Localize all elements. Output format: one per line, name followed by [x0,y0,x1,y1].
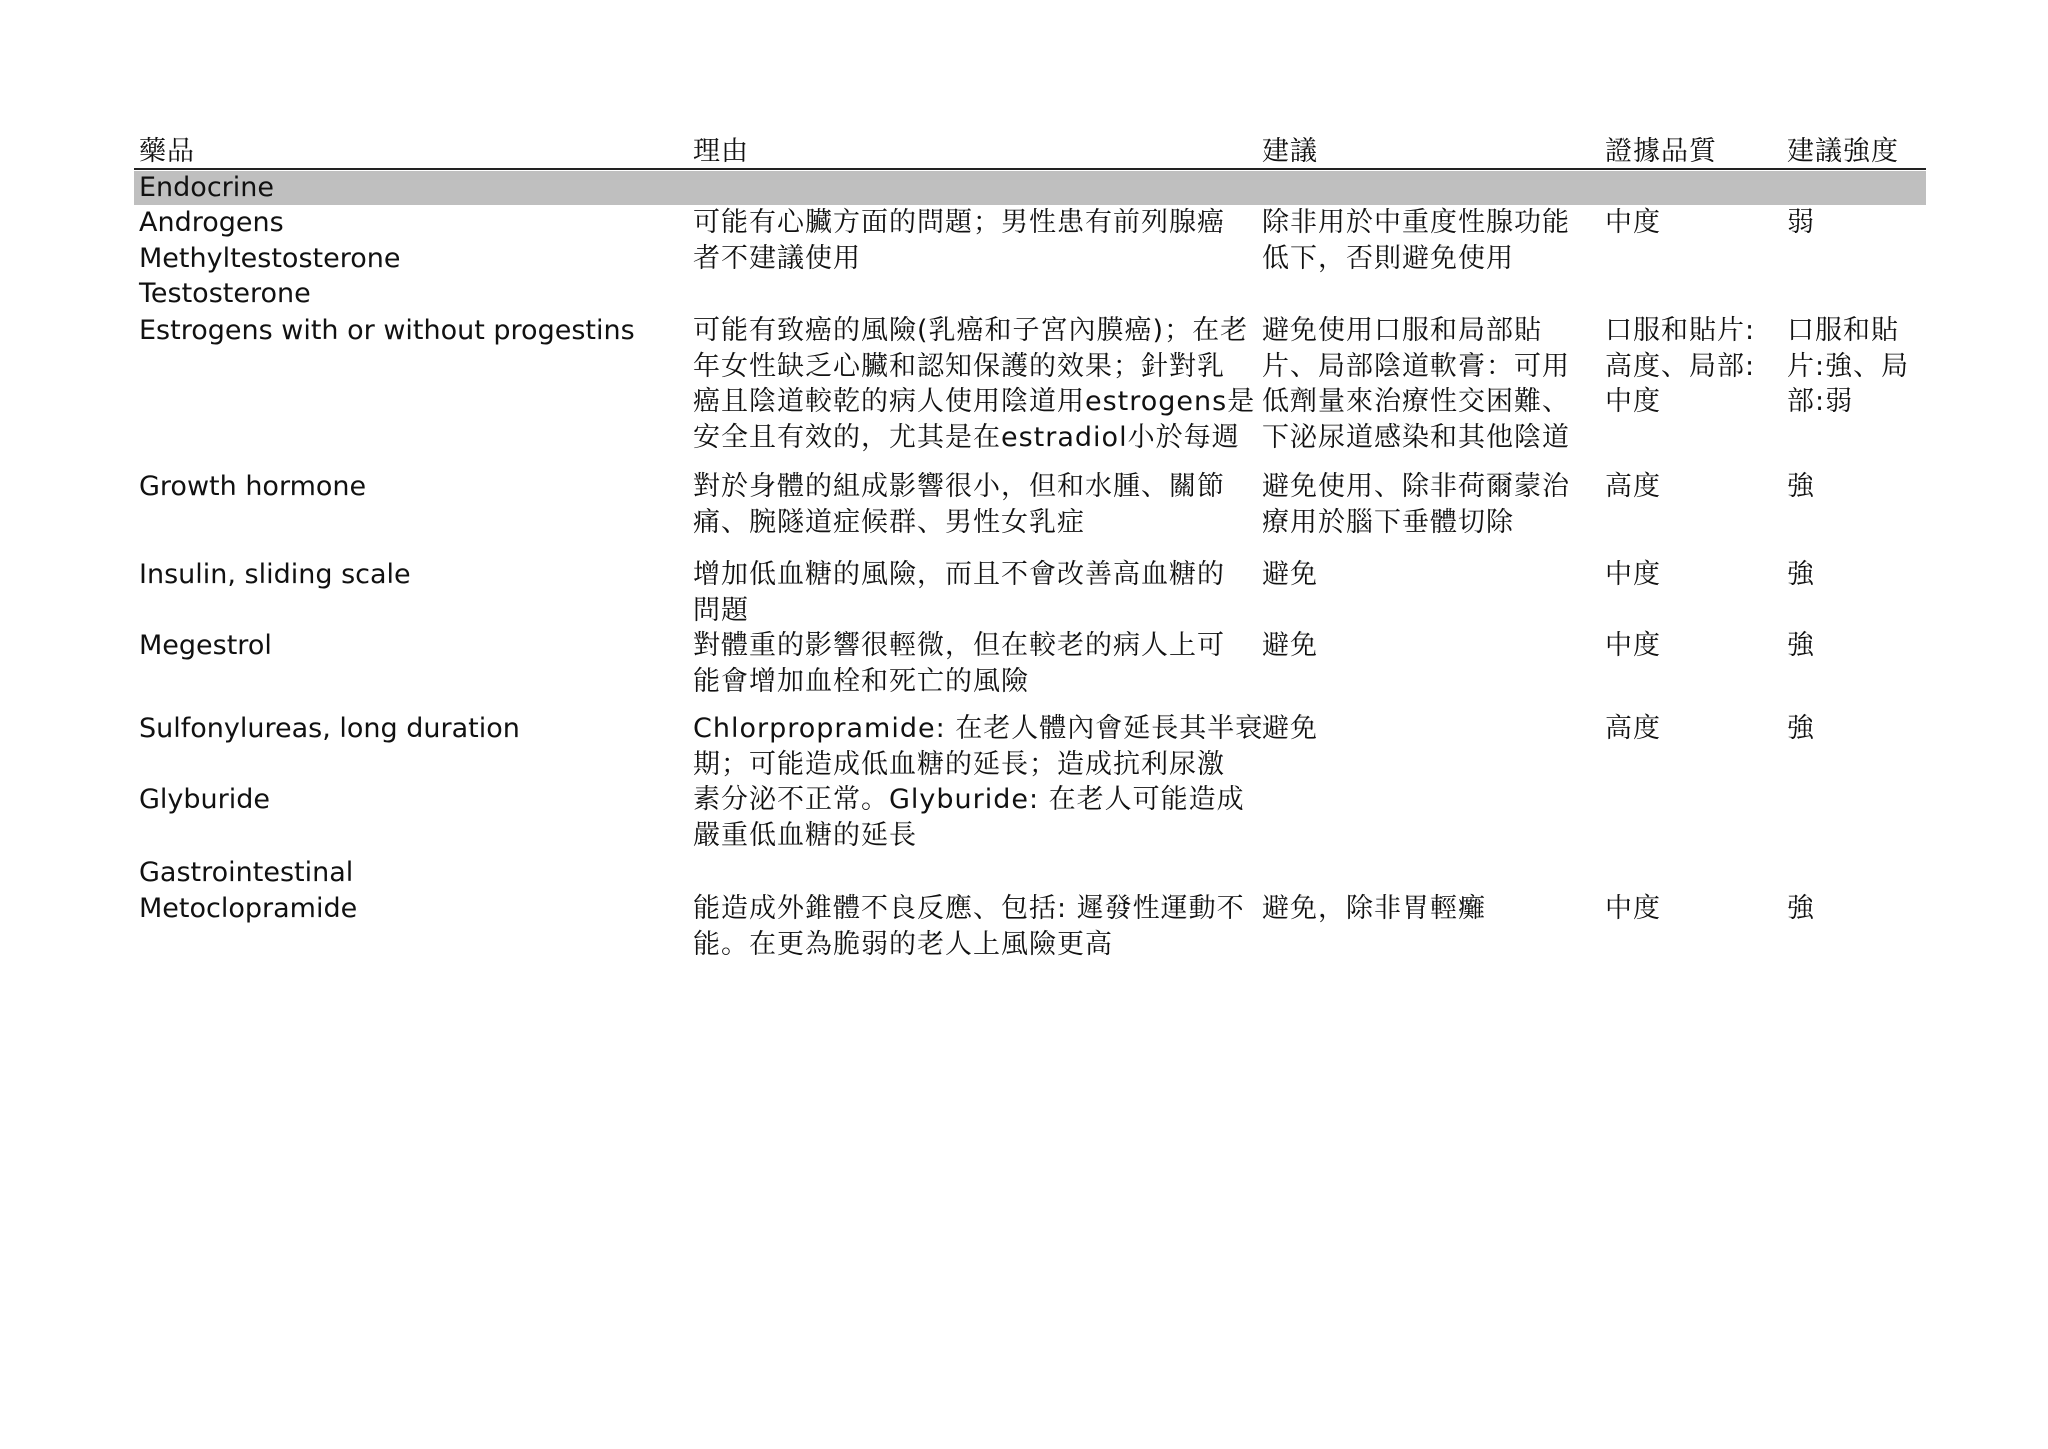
strength-line: 強 [1787,471,1815,502]
recommendation-line: 療用於腦下垂體切除 [1262,506,1514,538]
table-row-insulin-strength [1787,557,1915,593]
evidence-line: 中度 [1605,559,1661,590]
recommendation-line: 片、局部陰道軟膏：可用 [1262,350,1570,382]
reason-line: 能。在更為脆弱的老人上風險更高 [693,928,1113,960]
recommendation-line: 避免 [1262,559,1318,590]
table-row-metoclopramide-strength [1787,891,1915,927]
table-row-insulin-recommendation [1262,557,1592,593]
drug-line: Metoclopramide [139,893,358,924]
reason-line: 問題 [693,594,749,626]
drug-line: Methyltestosterone [139,242,401,274]
table-row-growth-hormone-drug [139,469,679,505]
reason-line: 增加低血糖的風險，而且不會改善高血糖的 [693,559,1225,590]
evidence-line: 中度 [1605,207,1661,238]
evidence-line: 中度 [1605,893,1661,924]
header-recommendation: 建議 [1262,136,1318,167]
table-row-androgens-reason [693,205,1258,276]
header-evidence: 證據品質 [1605,136,1717,167]
table-row-androgens-evidence [1605,205,1775,241]
evidence-line: 中度 [1605,630,1661,661]
evidence-line: 高度 [1605,471,1661,502]
evidence-line: 高度 [1605,713,1661,744]
reason-line: 能會增加血栓和死亡的風險 [693,665,1029,697]
reason-line: 癌且陰道較乾的病人使用陰道用estrogens是 [693,386,1256,417]
table-row-sulfonylureas-recommendation [1262,711,1592,747]
drug-line: Sulfonylureas, long duration [139,713,520,744]
recommendation-line: 避免 [1262,630,1318,661]
table-row-insulin-reason [693,557,1258,628]
table-row-estrogens-recommendation [1262,313,1592,459]
recommendation-line: 避免 [1262,713,1318,744]
header-reason: 理由 [693,136,749,167]
table-row-metoclopramide-evidence [1605,891,1775,927]
table-row-growth-hormone-reason [693,469,1258,540]
table-row-insulin-evidence [1605,557,1775,593]
reason-line: 對體重的影響很輕微，但在較老的病人上可 [693,630,1225,661]
strength-line: 片:強、局 [1787,350,1910,382]
reason-line: 能造成外錐體不良反應、包括: 遲發性運動不 [693,893,1245,924]
strength-line: 強 [1787,893,1815,924]
table-row-insulin-drug [139,557,679,593]
recommendation-line: 避免使用、除非荷爾蒙治 [1262,471,1570,502]
drug-line: Estrogens with or without progestins [139,315,635,346]
table-row-androgens-drug [139,205,679,312]
strength-line: 強 [1787,713,1815,744]
reason-line: 安全且有效的，尤其是在estradiol小於每週 [693,421,1240,453]
section-label-gastrointestinal: Gastrointestinal [139,857,354,888]
strength-line: 弱 [1787,207,1815,238]
table-row-metoclopramide-reason [693,891,1258,962]
reason-line: 年女性缺乏心臟和認知保護的效果；針對乳 [693,350,1225,382]
drug-line-spacer [139,747,679,783]
strength-line: 強 [1787,559,1815,590]
table-row-megestrol-drug [139,628,679,664]
recommendation-line: 除非用於中重度性腺功能 [1262,207,1570,238]
evidence-line: 中度 [1605,386,1661,417]
table-row-metoclopramide-drug [139,891,679,927]
table-row-growth-hormone-evidence [1605,469,1775,505]
evidence-line: 高度、局部: [1605,350,1756,382]
reason-line: 嚴重低血糖的延長 [693,819,917,851]
recommendation-line: 避免使用口服和局部貼 [1262,315,1542,346]
table-row-metoclopramide-recommendation [1262,891,1592,927]
table-row-estrogens-strength [1787,313,1915,420]
table-row-androgens-strength [1787,205,1915,241]
reason-line: 對於身體的組成影響很小，但和水腫、關節 [693,471,1225,502]
reason-line: 者不建議使用 [693,242,861,274]
drug-line: Testosterone [139,278,311,309]
table-row-sulfonylureas-strength [1787,711,1915,747]
strength-line: 部:弱 [1787,386,1854,417]
drug-line: Megestrol [139,630,272,661]
drug-line: Growth hormone [139,471,367,502]
table-row-estrogens-reason [693,313,1258,459]
recommendation-line: 低下，否則避免使用 [1262,242,1514,274]
table-row-megestrol-reason [693,628,1258,699]
reason-line: Chlorpropramide: 在老人體內會延長其半衰 [693,713,1264,744]
table-row-sulfonylureas-reason [693,711,1264,853]
table-row-growth-hormone-strength [1787,469,1915,505]
drug-line: Androgens [139,207,284,238]
reason-line: 可能有心臟方面的問題；男性患有前列腺癌 [693,207,1225,238]
table-row-growth-hormone-recommendation [1262,469,1592,540]
drug-line: Insulin, sliding scale [139,559,411,590]
table-row-estrogens-drug [139,313,679,349]
strength-line: 強 [1787,630,1815,661]
recommendation-line: 低劑量來治療性交困難、 [1262,386,1570,417]
table-row-estrogens-evidence [1605,313,1775,420]
reason-line: 素分泌不正常。Glyburide: 在老人可能造成 [693,784,1245,815]
strength-line: 口服和貼 [1787,315,1899,346]
section-label-endocrine: Endocrine [139,172,274,203]
header-strength: 建議強度 [1787,136,1899,167]
reason-line: 痛、腕隧道症候群、男性女乳症 [693,506,1085,538]
reason-line: 期；可能造成低血糖的延長；造成抗利尿激 [693,748,1225,780]
drug-line: Glyburide [139,784,271,815]
reason-line: 可能有致癌的風險(乳癌和子宮內膜癌)；在老 [693,315,1249,346]
table-row-sulfonylureas-drug [139,711,679,818]
table-row-androgens-recommendation [1262,205,1592,276]
header-drug: 藥品 [139,136,195,167]
recommendation-line: 下泌尿道感染和其他陰道 [1262,421,1570,453]
evidence-line: 口服和貼片: [1605,315,1756,346]
table-row-megestrol-recommendation [1262,628,1592,664]
table-row-megestrol-strength [1787,628,1915,664]
recommendation-line: 避免，除非胃輕癱 [1262,893,1486,924]
table-row-sulfonylureas-evidence [1605,711,1775,747]
table-row-megestrol-evidence [1605,628,1775,664]
